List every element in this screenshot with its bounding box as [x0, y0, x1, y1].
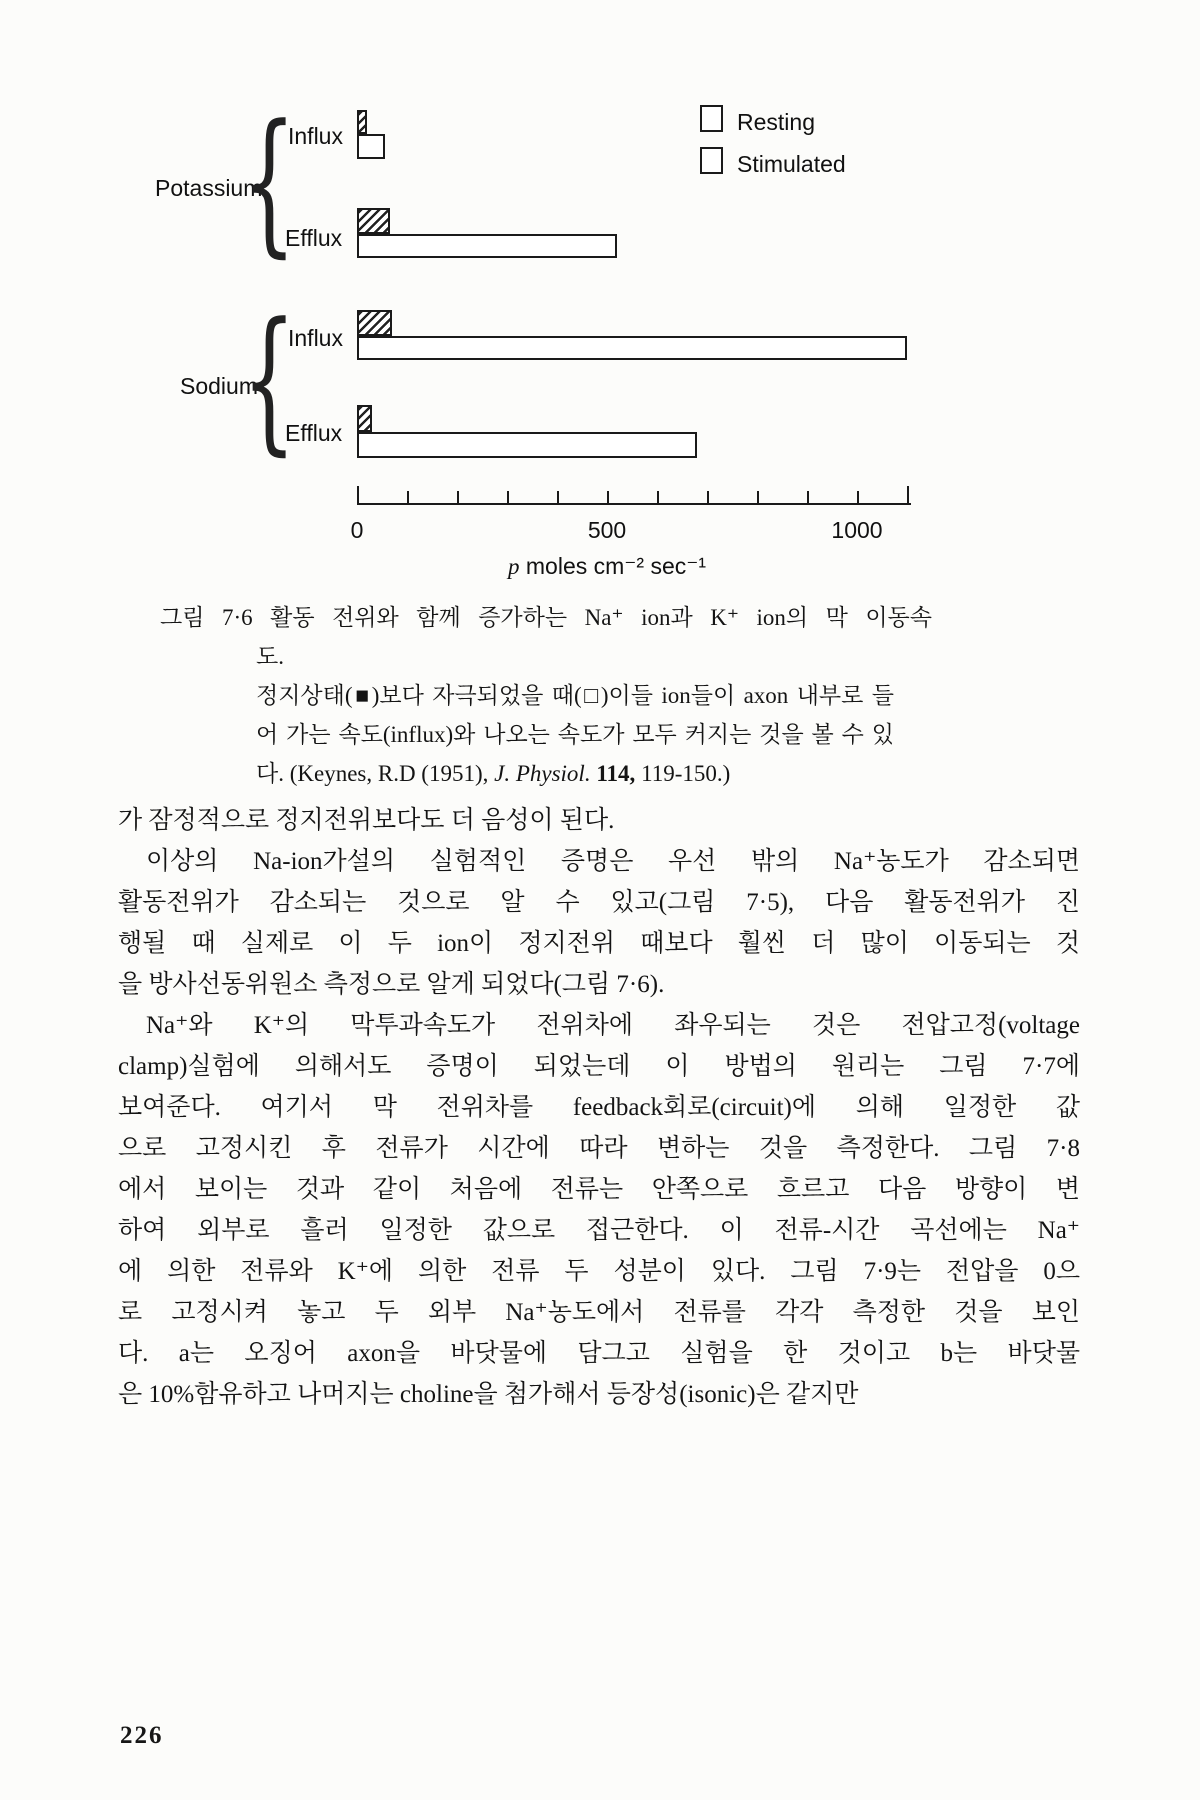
body-line: 을 방사선동위원소 측정으로 알게 되었다(그림 7·6).: [118, 971, 665, 998]
x-axis-tick: [357, 486, 359, 503]
caption-line: 도.: [256, 644, 284, 669]
body-line: 은 10%함유하고 나머지는 choline을 첨가해서 등장성(isonic)은 같지만: [118, 1381, 859, 1408]
body-line: clamp)실험에 의해서도 증명이 되었는데 이 방법의 원리는 그림 7·7에: [118, 1053, 1080, 1080]
legend-stimulated-swatch: [700, 147, 723, 174]
figure-caption: [160, 598, 932, 793]
x-axis-label-p: p: [508, 554, 520, 579]
row-label-sodium-efflux: Efflux: [285, 420, 343, 446]
legend-resting-swatch: [700, 105, 723, 132]
body-line: 에 의한 전류와 K⁺에 의한 전류 두 성분이 있다. 그림 7·9는 전압을 0으: [118, 1258, 1080, 1285]
x-axis-tick: [507, 491, 509, 503]
bar-sodium-influx-stimulated: [357, 336, 907, 360]
body-line: Na⁺와 K⁺의 막투과속도가 전위차에 좌우되는 것은 전압고정(voltage: [146, 1012, 1080, 1039]
body-line: 으로 고정시킨 후 전류가 시간에 따라 변하는 것을 측정한다. 그림 7·8: [118, 1135, 1080, 1162]
body-line: 행될 때 실제로 이 두 ion이 정지전위 때보다 훨씬 더 많이 이동되는 것: [118, 930, 1080, 957]
legend-stimulated-label: Stimulated: [737, 151, 846, 177]
x-axis: [357, 503, 911, 505]
x-tick-label-500: 500: [587, 517, 627, 543]
sodium-brace: {: [242, 289, 297, 470]
body-line: 다. a는 오징어 axon을 바닷물에 담그고 실험을 한 것이고 b는 바닷물: [118, 1340, 1080, 1367]
caption-reference: [160, 754, 932, 793]
caption-ref-volume: 114,: [590, 761, 636, 786]
x-axis-tick: [607, 491, 609, 503]
potassium-brace: {: [242, 91, 297, 272]
caption-line: 그림 7·6 활동 전위와 함께 증가하는 Na⁺ ion과 K⁺ ion의 막 이동속: [160, 605, 932, 630]
body-line: 가 잠정적으로 정지전위보다도 더 음성이 된다.: [118, 807, 615, 834]
bar-sodium-efflux-resting: [357, 405, 372, 432]
bar-potassium-influx-resting: [357, 110, 367, 134]
bar-potassium-efflux-resting: [357, 208, 390, 234]
x-axis-tick: [857, 491, 859, 503]
body-line: 보여준다. 여기서 막 전위차를 feedback회로(circuit)에 의해 일정한 값: [118, 1094, 1080, 1121]
body-line: 에서 보이는 것과 같이 처음에 전류는 안쪽으로 흐르고 다음 방향이 변: [118, 1176, 1080, 1203]
x-axis-tick: [557, 491, 559, 503]
x-axis-tick: [457, 491, 459, 503]
x-axis-tick: [907, 486, 909, 503]
body-line: 하여 외부로 흘러 일정한 값으로 접근한다. 이 전류-시간 곡선에는 Na⁺: [118, 1217, 1080, 1244]
x-axis-label-units: moles cm⁻² sec⁻¹: [519, 553, 707, 579]
figure-7-6-chart: [140, 85, 1150, 595]
bar-sodium-efflux-stimulated: [357, 432, 697, 458]
body-line: 이상의 Na-ion가설의 실험적인 증명은 우선 밖의 Na⁺농도가 감소되면: [146, 848, 1080, 875]
group-label-sodium: Sodium: [180, 373, 258, 399]
body-line: 로 고정시켜 놓고 두 외부 Na⁺농도에서 전류를 각각 측정한 것을 보인: [118, 1299, 1080, 1326]
x-tick-label-0: 0: [350, 517, 364, 543]
x-axis-tick: [707, 491, 709, 503]
row-label-potassium-efflux: Efflux: [285, 225, 343, 251]
x-axis-tick: [407, 491, 409, 503]
x-axis-tick: [657, 491, 659, 503]
page-number: 226: [120, 1722, 164, 1749]
body-line: 활동전위가 감소되는 것으로 알 수 있고(그림 7·5), 다음 활동전위가 진: [118, 889, 1080, 916]
caption-ref-pages: 119-150.): [635, 761, 731, 786]
bar-potassium-efflux-stimulated: [357, 234, 617, 258]
row-label-sodium-influx: Influx: [288, 325, 343, 351]
x-axis-label: [508, 553, 706, 580]
body-text: [118, 800, 1080, 1415]
caption-ref-prefix: 다. (Keynes, R.D (1951),: [256, 761, 495, 786]
legend-resting-label: Resting: [737, 109, 815, 135]
bar-potassium-influx-stimulated: [357, 134, 385, 159]
bar-sodium-influx-resting: [357, 310, 392, 336]
x-tick-label-1000: 1000: [831, 517, 883, 543]
x-axis-tick: [757, 491, 759, 503]
row-label-potassium-influx: Influx: [288, 123, 343, 149]
caption-line: 정지상태(■)보다 자극되었을 때(□)이들 ion들이 axon 내부로 들: [256, 683, 894, 708]
x-axis-tick: [807, 491, 809, 503]
caption-line: 어 가는 속도(influx)와 나오는 속도가 모두 커지는 것을 볼 수 있: [256, 722, 894, 747]
group-label-potassium: Potassium: [155, 175, 263, 201]
caption-ref-journal: J. Physiol.: [494, 761, 591, 786]
